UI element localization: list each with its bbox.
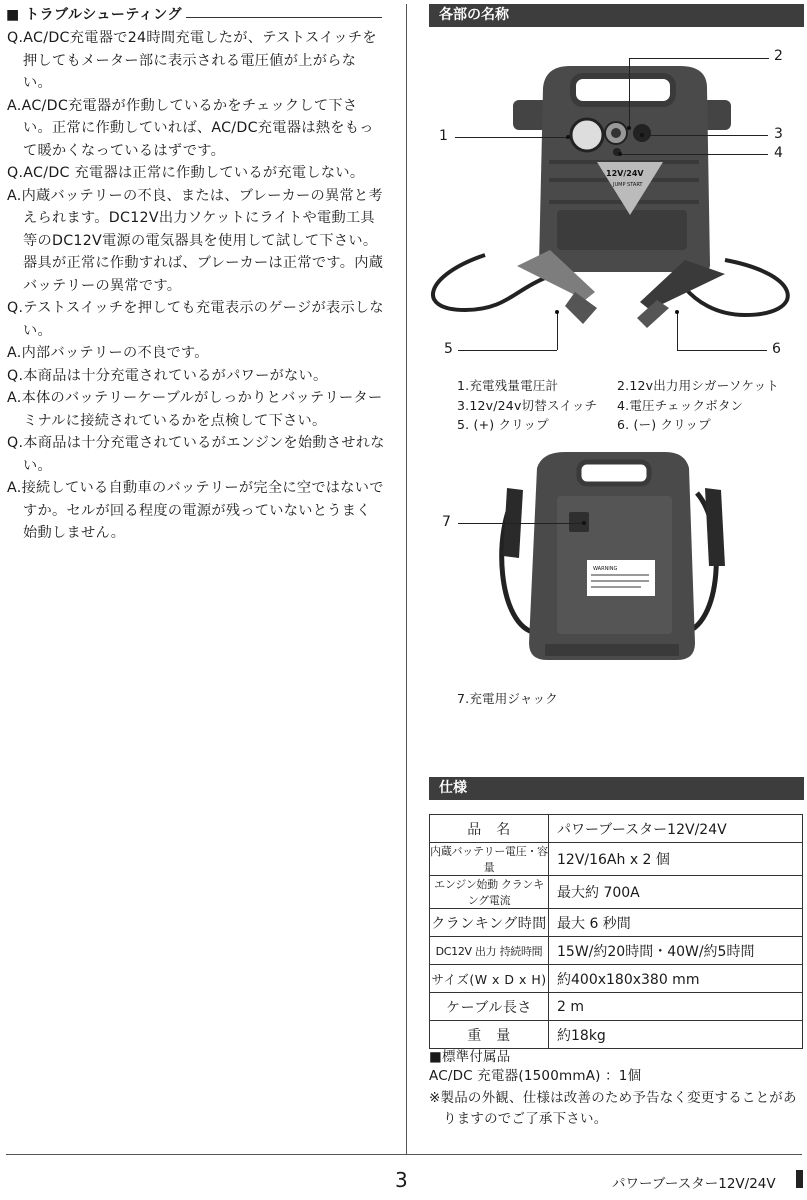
callout-6: 6 (772, 341, 781, 357)
callout-5: 5 (444, 341, 453, 357)
qa-item: A.内部バッテリーの不良です。 (7, 345, 209, 361)
spec-value: パワーブースター12V/24V (549, 815, 803, 843)
product-label: 12V/24V (606, 169, 644, 178)
footer-marker (796, 1170, 803, 1188)
spec-change-note: ※製品の外観、仕様は改善のため予告なく変更することがありますのでご了承下さい。 (429, 1090, 797, 1127)
spec-label: 内蔵バッテリー電圧・容量 (430, 843, 549, 876)
specs-table (429, 814, 803, 1049)
table-row (430, 876, 803, 909)
front-view-photo (425, 60, 800, 360)
spec-label: クランキング時間 (430, 909, 549, 937)
qa-item: Q.AC/DC充電器で24時間充電したが、テストスイッチを押してもメーター部に表示される電圧値が上がらない。 (7, 30, 377, 91)
spec-label: ケーブル長さ (430, 993, 549, 1021)
callout-4: 4 (774, 145, 783, 161)
part-name: 6. (ー) クリップ (617, 417, 711, 432)
qa-item: A.AC/DC充電器が作動しているかをチェックして下さい。正常に作動していれば、AC/DC充電器は熱をもって暖かくなっているはずです。 (7, 97, 374, 159)
spec-value: 12V/16Ah x 2 個 (549, 843, 803, 876)
troubleshooting-heading: ■ トラブルシューティング (6, 7, 183, 23)
part-name: 4.電圧チェックボタン (617, 398, 744, 413)
callout-2: 2 (774, 48, 783, 64)
footer-product-name: パワーブースター12V/24V (612, 1176, 776, 1192)
callout-7: 7 (442, 514, 451, 530)
spec-value: 約400x180x380 mm (549, 965, 803, 993)
accessory-item: AC/DC 充電器(1500mmA) ：1個 (429, 1068, 642, 1084)
spec-value: 15W/約20時間・40W/約5時間 (549, 937, 803, 965)
table-row (430, 1021, 803, 1049)
back-view-photo (487, 448, 737, 678)
product-sublabel: JUMP START (613, 182, 643, 188)
spec-label: エンジン始動 クランキング電流 (430, 876, 549, 909)
table-row (430, 937, 803, 965)
spec-value: 最大約 700A (549, 876, 803, 909)
table-row (430, 965, 803, 993)
part-name: 5. (+) クリップ (457, 417, 549, 432)
qa-item: A.内蔵バッテリーの不良、または、ブレーカーの異常と考えられます。DC12V出力ソケットにライトや電動工具等のDC12V電源の電気器具を使用して試して下さい。器具が正常に作動すれば、ブレーカーは正常です。内蔵バッテリーの異常です。 (7, 187, 384, 294)
callout-3: 3 (774, 126, 783, 142)
qa-item: A.接続している自動車のバッテリーが完全に空ではないですか。セルが回る程度の電源が残っていないとうまく始動しません。 (7, 480, 384, 541)
qa-list (7, 27, 385, 545)
table-row (430, 815, 803, 843)
specs-title-bar: 仕様 (429, 777, 804, 800)
spec-label: 重 量 (430, 1021, 549, 1049)
part-name: 2.12v出力用シガーソケット (617, 378, 779, 393)
column-divider (406, 4, 407, 1154)
spec-label: 品 名 (430, 815, 549, 843)
qa-item: Q.本商品は十分充電されているがパワーがない。 (7, 367, 328, 384)
footer-rule (6, 1154, 802, 1155)
spec-value: 最大 6 秒間 (549, 909, 803, 937)
warning-label: WARNING (593, 566, 618, 572)
part-name: 7.充電用ジャック (457, 691, 558, 706)
table-row (430, 843, 803, 876)
qa-item: Q.テストスイッチを押しても充電表示のゲージが表示しない。 (7, 300, 384, 339)
part-name: 1.充電残量電圧計 (457, 378, 559, 393)
table-row (430, 909, 803, 937)
page-number: 3 (395, 1168, 408, 1192)
table-row (430, 993, 803, 1021)
qa-item: A.本体のバッテリーケーブルがしっかりとバッテリーターミナルに接続されているかを点検して下さい。 (7, 390, 383, 429)
spec-label: サイズ(W x D x H) (430, 965, 549, 993)
heading-rule (186, 17, 382, 18)
part-name: 3.12v/24v切替スイッチ (457, 398, 598, 413)
spec-value: 約18kg (549, 1021, 803, 1049)
spec-value: 2 m (549, 993, 803, 1021)
parts-title-bar: 各部の名称 (429, 4, 804, 27)
qa-item: Q.AC/DC 充電器は正常に作動しているが充電しない。 (7, 165, 365, 181)
spec-label: DC12V 出力 持続時間 (430, 937, 549, 965)
qa-item: Q.本商品は十分充電されているがエンジンを始動させれない。 (7, 435, 385, 474)
callout-1: 1 (439, 128, 448, 144)
accessories-heading: ■標準付属品 (429, 1049, 511, 1065)
